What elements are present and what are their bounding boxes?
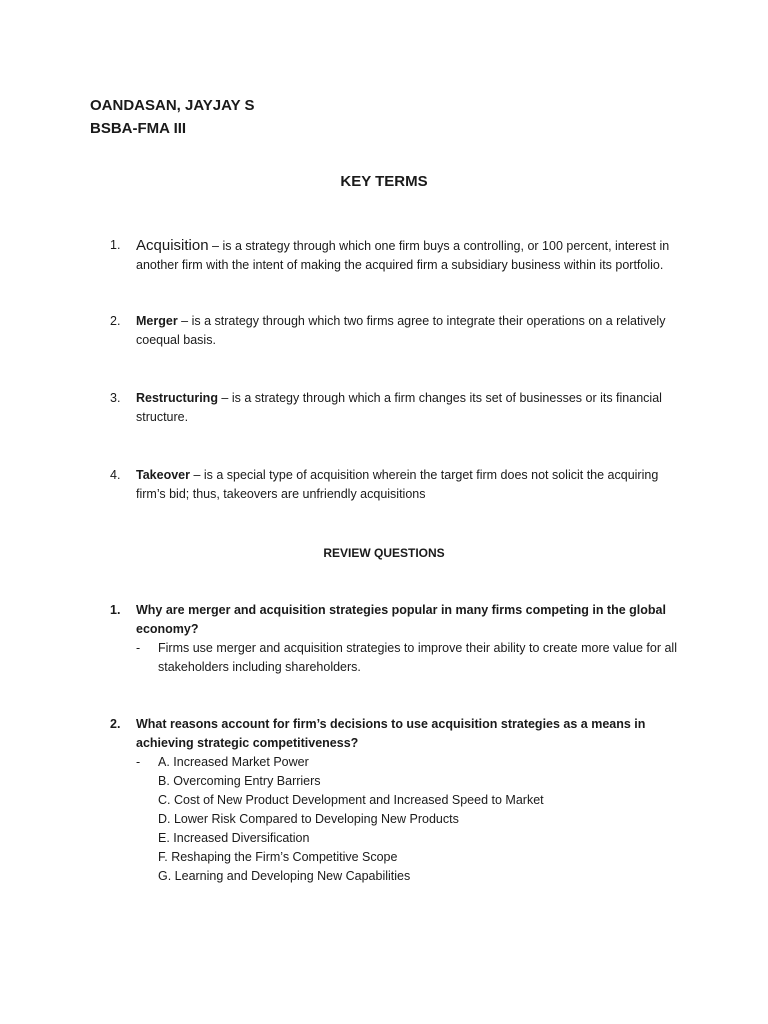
term-definition: – is a strategy through which one firm buys a controlling, or 100 percent, interest in another firm with the intent of making the acquired firm a subsidiary business within its portfolio.	[136, 239, 670, 272]
answer-choice: B. Overcoming Entry Barriers	[158, 774, 321, 788]
student-course: BSBA-FMA III	[90, 120, 187, 137]
key-terms-title: KEY TERMS	[340, 173, 428, 190]
term-label: Acquisition	[136, 237, 209, 254]
review-questions-title: REVIEW QUESTIONS	[323, 546, 445, 560]
answer-choice: G. Learning and Developing New Capabilities	[158, 869, 411, 883]
student-header	[90, 94, 255, 140]
review-question-item	[110, 601, 680, 677]
answer-choices	[158, 753, 680, 886]
answer-choice: F. Reshaping the Firm’s Competitive Scope	[158, 850, 398, 864]
answer-choice: E. Increased Diversification	[158, 831, 310, 845]
answer-block	[136, 753, 680, 886]
answer-text: Firms use merger and acquisition strategies to improve their ability to create more value for all stakeholders including shareholders.	[158, 641, 677, 674]
answer-block	[136, 639, 680, 677]
key-term-item	[110, 389, 680, 427]
term-definition: – is a special type of acquisition wherein the target firm does not solicit the acquiring firm’s bid; thus, takeovers are unfriendly acquisitions	[136, 468, 659, 501]
answer-choice: C. Cost of New Product Development and Increased Speed to Market	[158, 793, 544, 807]
question-text: What reasons account for firm’s decisions to use acquisition strategies as a means in achieving strategic competitiveness?	[136, 717, 646, 750]
key-term-item	[110, 236, 680, 275]
item-number: 4.	[110, 468, 121, 482]
term-label: Takeover	[136, 468, 190, 482]
dash-bullet: -	[136, 755, 141, 769]
term-label: Merger	[136, 314, 178, 328]
term-definition: – is a strategy through which a firm changes its set of businesses or its financial structure.	[136, 391, 662, 424]
key-term-item	[110, 312, 680, 350]
dash-bullet: -	[136, 641, 141, 655]
question-text: Why are merger and acquisition strategies popular in many firms competing in the global economy?	[136, 603, 666, 636]
item-number: 3.	[110, 391, 121, 405]
item-number: 1.	[110, 238, 121, 252]
item-number: 2.	[110, 314, 121, 328]
item-number: 1.	[110, 603, 121, 617]
answer-choice: D. Lower Risk Compared to Developing New Products	[158, 812, 459, 826]
item-number: 2.	[110, 717, 121, 731]
answer-choice: A. Increased Market Power	[158, 755, 309, 769]
student-name: OANDASAN, JAYJAY S	[90, 97, 255, 114]
term-label: Restructuring	[136, 391, 218, 405]
review-question-item	[110, 715, 680, 886]
key-term-item	[110, 466, 680, 504]
term-definition: – is a strategy through which two firms agree to integrate their operations on a relatively coequal basis.	[136, 314, 666, 347]
